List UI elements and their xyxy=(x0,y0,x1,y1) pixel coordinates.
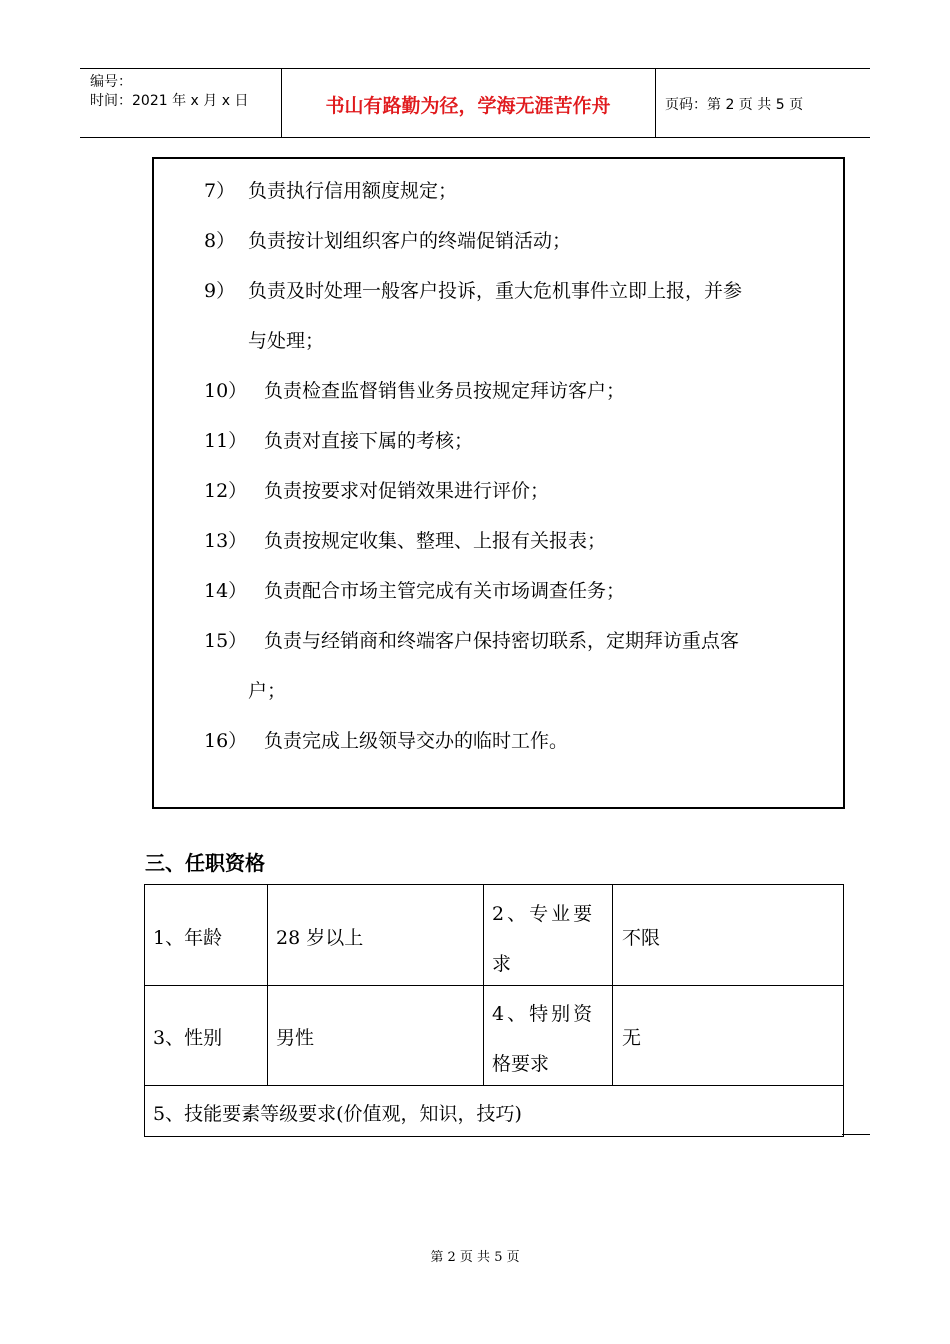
qualifications-table xyxy=(144,884,844,1137)
section-title: 三、任职资格 xyxy=(145,851,265,875)
duty-text: 负责检查监督销售业务员按规定拜访客户； xyxy=(264,380,626,402)
duty-number: 9） xyxy=(204,280,236,302)
duty-number: 14） xyxy=(204,580,248,602)
table-row-divider xyxy=(145,985,843,986)
gender-label: 3、性别 xyxy=(153,1027,223,1049)
duty-text: 负责与经销商和终端客户保持密切联系，定期拜访重点客 xyxy=(264,630,740,652)
duty-number: 16） xyxy=(204,730,248,752)
duty-text: 负责按计划组织客户的终端促销活动； xyxy=(248,230,572,252)
duty-number: 15） xyxy=(204,630,248,652)
special-value: 无 xyxy=(622,1027,642,1049)
duty-item xyxy=(204,376,625,403)
duty-text: 负责及时处理一般客户投诉，重大危机事件立即上报，并参 xyxy=(248,280,743,302)
major-label-continued: 求 xyxy=(492,953,512,975)
duties-box xyxy=(152,157,845,809)
special-label: 4、特别资 xyxy=(492,1003,596,1025)
major-value: 不限 xyxy=(622,927,661,949)
major-label: 2、专业要 xyxy=(492,903,596,925)
table-row-divider xyxy=(145,1085,843,1086)
duty-item xyxy=(204,276,743,352)
duty-text: 负责对直接下属的考核； xyxy=(264,430,474,452)
duty-item xyxy=(204,626,740,702)
skills-label: 5、技能要素等级要求(价值观，知识，技巧) xyxy=(153,1103,522,1125)
duty-number: 11） xyxy=(204,430,248,452)
duty-item xyxy=(204,176,457,203)
table-col-divider xyxy=(612,885,613,1085)
duty-text: 负责完成上级领导交办的临时工作。 xyxy=(264,730,569,752)
duty-text-continued: 与处理； xyxy=(248,330,325,352)
duty-number: 13） xyxy=(204,530,248,552)
duty-item xyxy=(204,576,625,603)
duty-number: 10） xyxy=(204,380,248,402)
duty-item xyxy=(204,426,473,453)
document-number: 编号： xyxy=(90,74,132,90)
header-meta xyxy=(90,73,248,111)
page-footer: 第 2 页 共 5 页 xyxy=(430,1250,520,1265)
duty-text: 负责按要求对促销效果进行评价； xyxy=(264,480,550,502)
page-header xyxy=(80,68,870,138)
age-value: 28 岁以上 xyxy=(276,927,364,949)
header-divider xyxy=(655,69,656,137)
duty-item xyxy=(204,526,606,553)
duty-text: 负责执行信用额度规定； xyxy=(248,180,458,202)
duty-number: 12） xyxy=(204,480,248,502)
table-col-divider xyxy=(483,885,484,1085)
duty-item xyxy=(204,226,571,253)
duty-text: 负责配合市场主管完成有关市场调查任务； xyxy=(264,580,626,602)
duty-text: 负责按规定收集、整理、上报有关报表； xyxy=(264,530,607,552)
header-page-info: 页码：第 2 页 共 5 页 xyxy=(665,97,804,113)
duty-number: 8） xyxy=(204,230,236,252)
duty-number: 7） xyxy=(204,180,236,202)
gender-value: 男性 xyxy=(276,1027,315,1049)
header-motto: 书山有路勤为径，学海无涯苦作舟 xyxy=(325,95,611,117)
duty-item xyxy=(204,476,549,503)
table-col-divider xyxy=(267,885,268,1085)
special-label-continued: 格要求 xyxy=(492,1053,550,1075)
table-bottom-rule xyxy=(842,1134,870,1135)
duty-item xyxy=(204,726,568,753)
age-label: 1、年龄 xyxy=(153,927,223,949)
document-time: 时间：2021 年 x 月 x 日 xyxy=(90,93,249,109)
duty-text-continued: 户； xyxy=(248,680,287,702)
